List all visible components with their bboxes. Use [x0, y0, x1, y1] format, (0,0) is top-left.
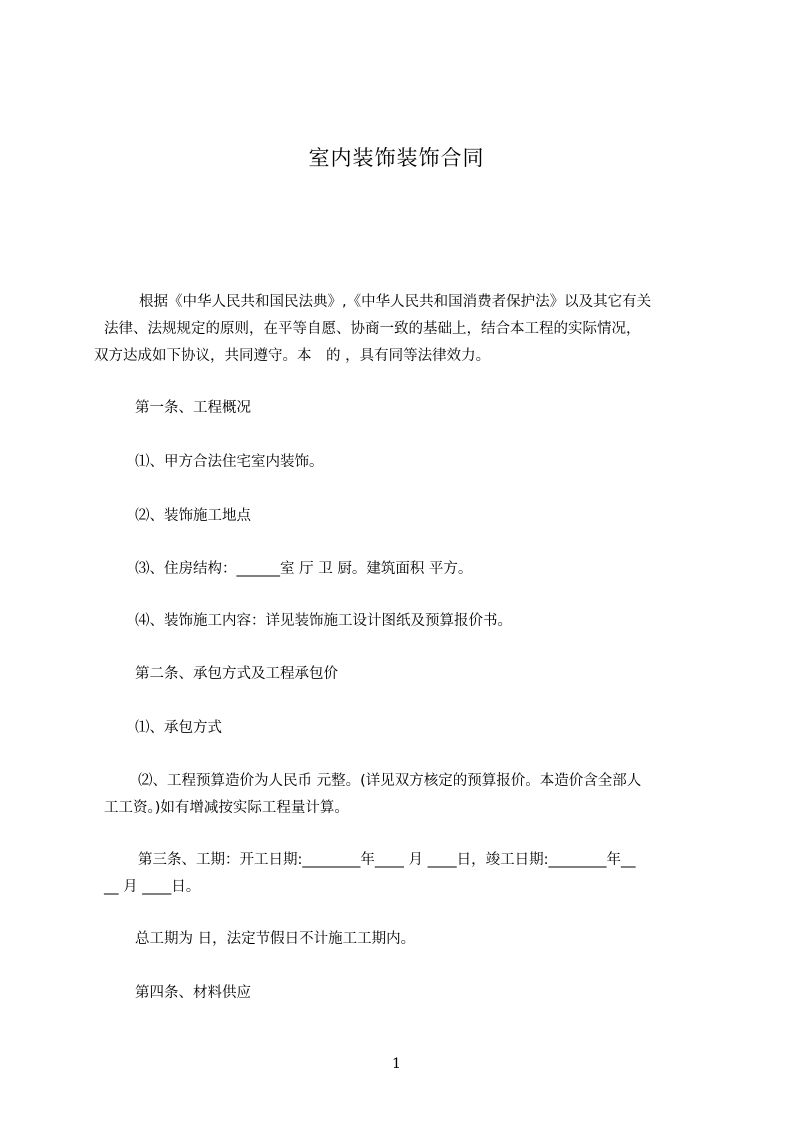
clause-line: 工工资。)如有增减按实际工程量计算。	[104, 800, 349, 816]
paragraph-line: 双方达成如下协议，共同遵守。本 的 ，具有同等法律效力。	[94, 348, 491, 364]
section-heading: 第三条、工期：开工日期:________年____ 月 ____日，竣工日期:________年__	[138, 852, 636, 868]
clause-line: ⑴、承包方式	[135, 720, 222, 736]
clause-line: ⑶、住房结构：______室 厅 卫 厨。建筑面积 平方。	[135, 561, 473, 577]
page-number: 1	[392, 1056, 401, 1072]
clause-line: ⑷、装饰施工内容：详见装饰施工设计图纸及预算报价书。	[135, 613, 512, 629]
document-title: 室内装饰装饰合同	[308, 146, 485, 170]
paragraph-line: 法律、法规规定的原则，在平等自愿、协商一致的基础上，结合本工程的实际情况，	[104, 321, 641, 337]
section-heading: 第一条、工程概况	[135, 400, 251, 416]
section-heading: 第四条、材料供应	[135, 985, 251, 1001]
clause-line: ⑵、装饰施工地点	[135, 508, 251, 524]
section-heading: 第二条、承包方式及工程承包价	[135, 666, 338, 682]
paragraph-line: 根据《中华人民共和国民法典》,《中华人民共和国消费者保护法》以及其它有关	[139, 294, 652, 310]
clause-line: 总工期为 日，法定节假日不计施工工期内。	[135, 931, 416, 947]
clause-line: __ 月 ____日。	[104, 879, 201, 895]
clause-line: ⑴、甲方合法住宅室内装饰。	[135, 454, 324, 470]
clause-line: ⑵、工程预算造价为人民币 元整。(详见双方核定的预算报价。本造价含全部人	[138, 773, 642, 789]
